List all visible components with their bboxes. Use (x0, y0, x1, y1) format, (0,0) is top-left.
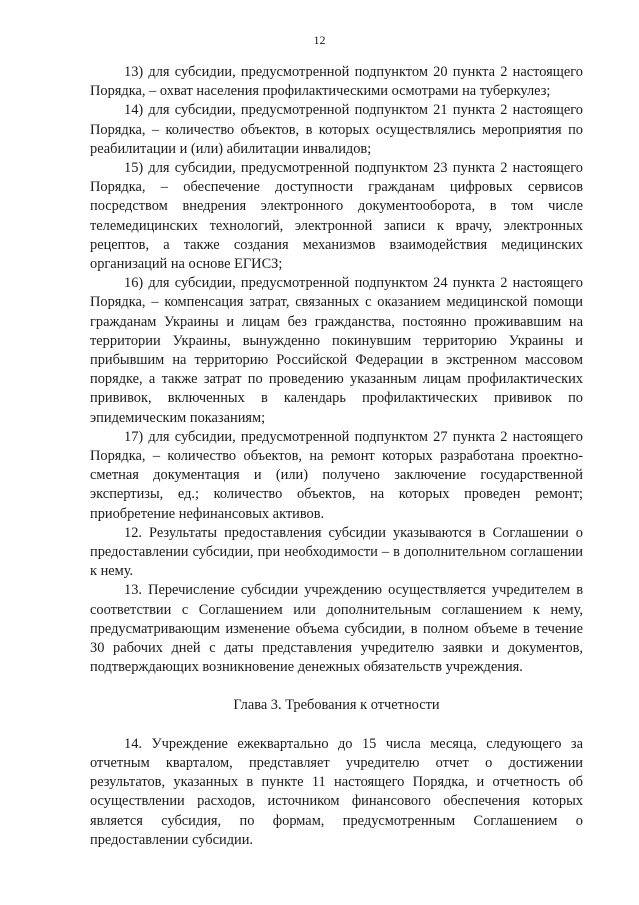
list-item-13: 13) для субсидии, предусмотренной подпунктом 20 пункта 2 настоящего Порядка, – охват населения профилактическими осмотрами на туберкулез; (90, 64, 583, 100)
document-body (90, 63, 583, 850)
paragraph-12: 12. Результаты предоставления субсидии указываются в Соглашении о предоставлении субсидии, при необходимости – в дополнительном соглашении к нему. (90, 524, 583, 580)
list-item-17: 17) для субсидии, предусмотренной подпунктом 27 пункта 2 настоящего Порядка, – количество объектов, на ремонт которых разработана проектно-сметная документация и (или) получено заключение государственной экспертизы, ед.; количество объектов, на которых проведен ремонт; приобретение нефинансовых активов. (90, 428, 583, 522)
paragraph-14: 14. Учреждение ежеквартально до 15 числа месяца, следующего за отчетным кварталом, представляет учредителю отчет о достижении результатов, указанных в пункте 11 настоящего Порядка, и отчетность об осуществлении расходов, источником финансового обеспечения которых является субсидия, по формам, предусмотренным Соглашением о предоставлении субсидии. (90, 735, 583, 848)
chapter-title: Глава 3. Требования к отчетности (233, 696, 440, 713)
paragraph-13: 13. Перечисление субсидии учреждению осуществляется учредителем в соответствии с Соглашением или дополнительным соглашением к нему, предусматривающим изменение объема субсидии, в полном объеме в течение 30 рабочих дней с даты представления учредителю заявки и документов, подтверждающих возникновение денежных обязательств учреждения. (90, 582, 583, 676)
list-item-14: 14) для субсидии, предусмотренной подпунктом 21 пункта 2 настоящего Порядка, – количество объектов, в которых осуществлялись мероприятия по реабилитации и (или) абилитации инвалидов; (90, 102, 583, 157)
list-item-15: 15) для субсидии, предусмотренной подпунктом 23 пункта 2 настоящего Порядка, – обеспечение доступности гражданам цифровых сервисов посредством внедрения электронного документооборота, в том числе телемедицинских технологий, электронной записи к врачу, электронных рецептов, а также создания механизмов взаимодействия медицинских организаций на основе ЕГИСЗ; (90, 160, 583, 273)
list-item-16: 16) для субсидии, предусмотренной подпунктом 24 пункта 2 настоящего Порядка, – компенсация затрат, связанных с оказанием медицинской помощи гражданам Украины и лицам без гражданства, постоянно проживавшим на территории Украины, вынужденно покинувшим территорию Украины и прибывшим на территорию Российской Федерации в экстренном массовом порядке, а также затрат по проведению указанным лицам профилактических прививок, включенных в календарь профилактических прививок по эпидемическим показаниям; (90, 275, 583, 426)
page-number: 12 (313, 33, 326, 47)
